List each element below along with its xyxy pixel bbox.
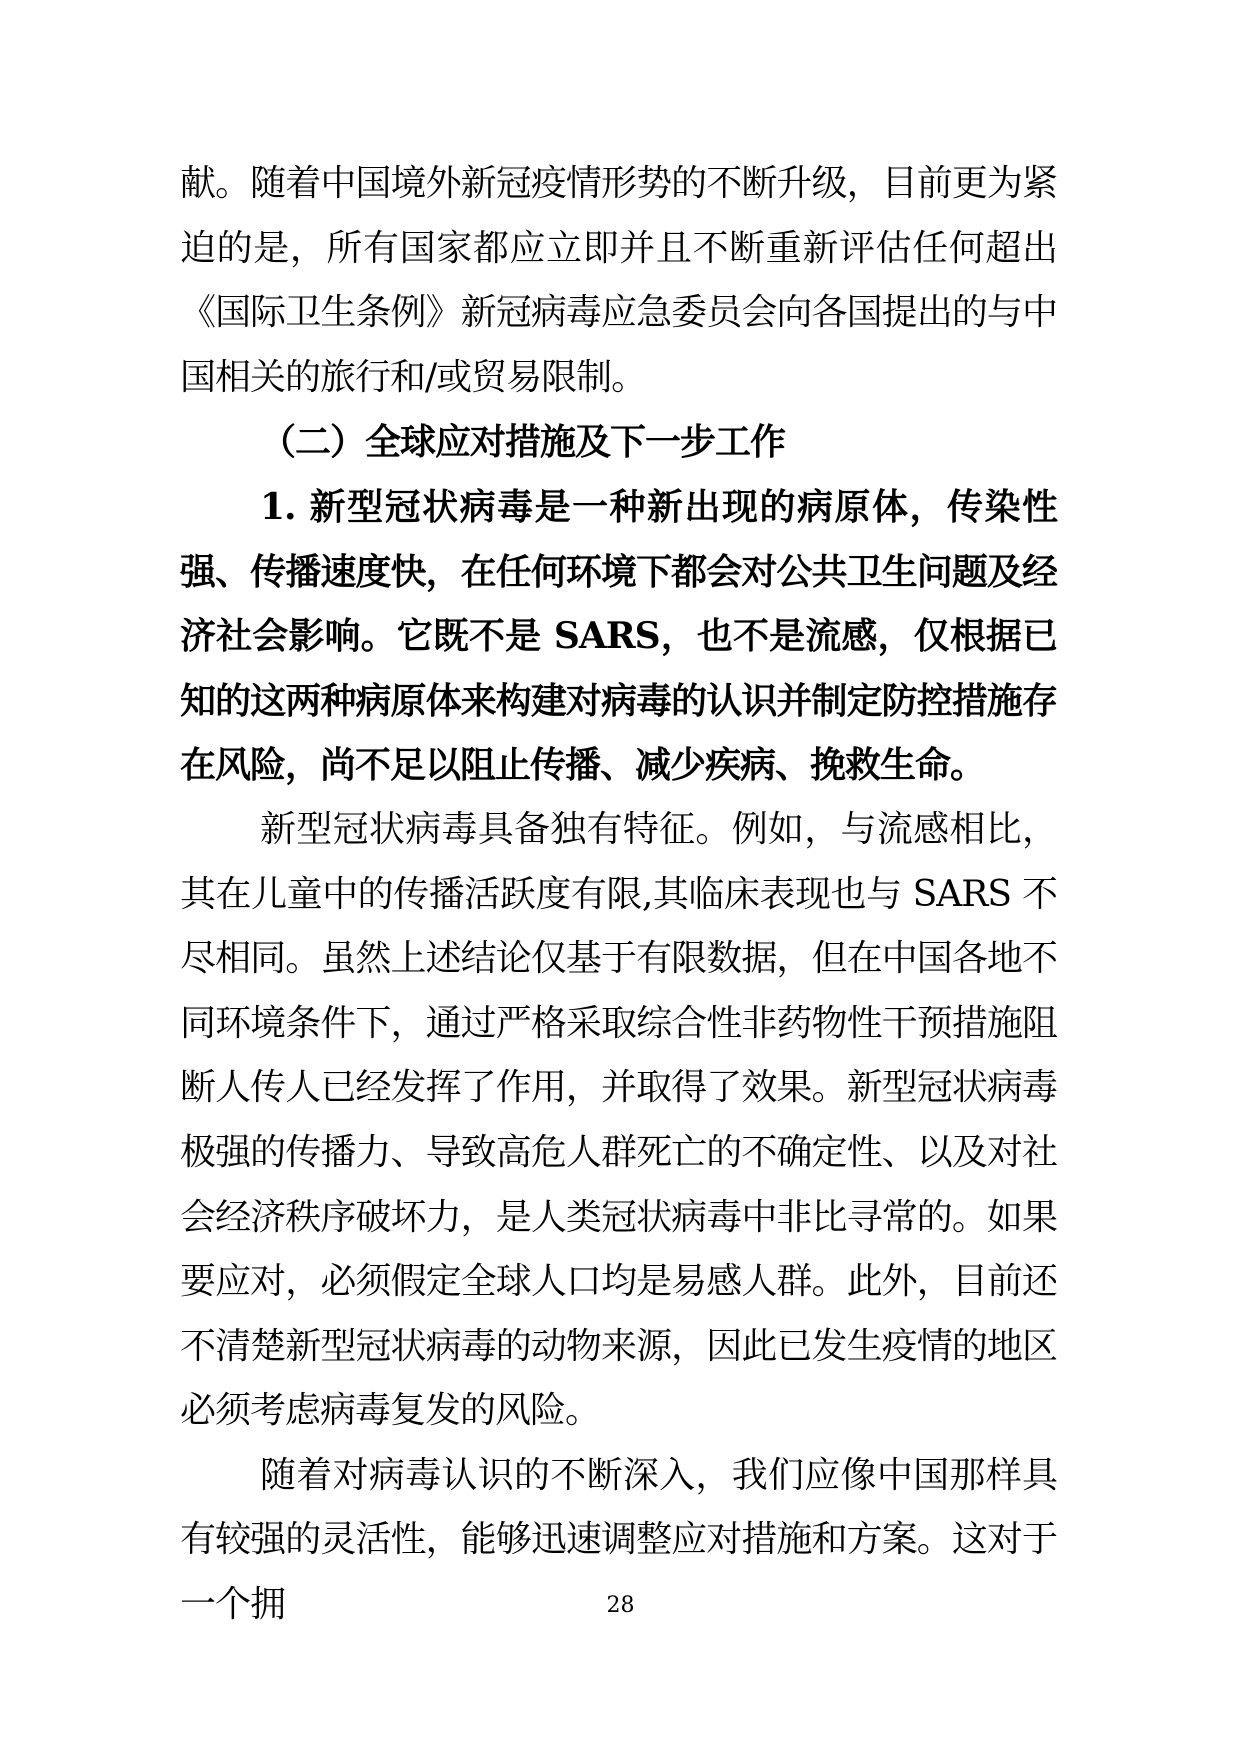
- page-number: 28: [606, 1593, 635, 1618]
- paragraph-virus-characteristics: 新型冠状病毒具备独有特征。例如，与流感相比，其在儿童中的传播活跃度有限,其临床表现也与 SARS 不尽相同。虽然上述结论仅基于有限数据，但在中国各地不同环境条件下，通过严格采取综合性非药物性干预措施阻断人传人已经发挥了作用，并取得了效果。新型冠状病毒极强的传播力、导致高危人群死亡的不确定性、以及对社会经济秩序破坏力，是人类冠状病毒中非比寻常的。如果要应对，必须假定全球人口均是易感人群。此外，目前还不清楚新型冠状病毒的动物来源，因此已发生疫情的地区必须考虑病毒复发的风险。: [180, 808, 1057, 1432]
- paragraph-travel-trade-restrictions: 献。随着中国境外新冠疫情形势的不断升级，目前更为紧迫的是，所有国家都应立即并且不断重新评估任何超出《国际卫生条例》新冠病毒应急委员会向各国提出的与中国相关的旅行和/或贸易限制。: [180, 163, 1057, 398]
- paragraph-key-point-1: 1. 新型冠状病毒是一种新出现的病原体，传染性强、传播速度快，在任何环境下都会对公共卫生问题及经济社会影响。它既不是 SARS，也不是流感，仅根据已知的这两种病原体来构建对病毒的认识并制定防控措施存在风险，尚不足以阻止传播、减少疾病、挽救生命。: [180, 485, 1057, 787]
- page-body: [180, 152, 1057, 1638]
- section-heading-global-response: （二）全球应对措施及下一步工作: [260, 421, 786, 464]
- paragraph-response-agility: 随着对病毒认识的不断深入，我们应像中国那样具有较强的灵活性，能够迅速调整应对措施和方案。这对于一个拥: [180, 1454, 1057, 1626]
